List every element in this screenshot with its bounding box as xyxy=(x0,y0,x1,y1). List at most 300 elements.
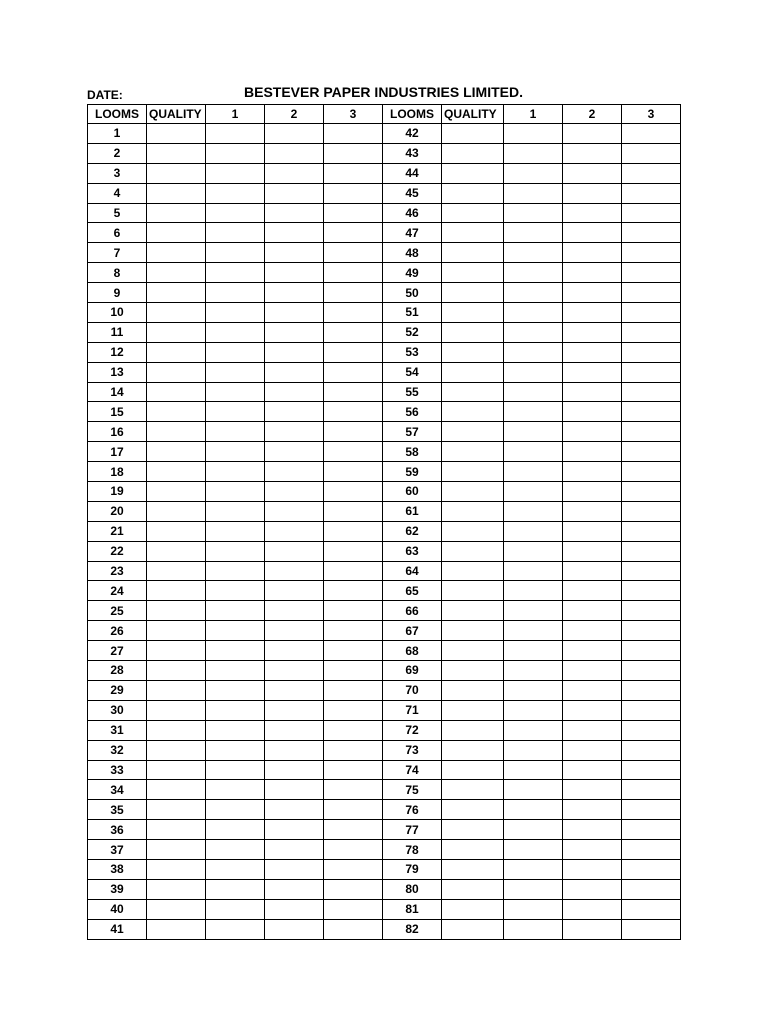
entry-cell-2[interactable] xyxy=(563,581,622,601)
entry-cell-3[interactable] xyxy=(324,661,383,681)
entry-cell-3[interactable] xyxy=(324,501,383,521)
entry-cell-2[interactable] xyxy=(265,700,324,720)
quality-cell[interactable] xyxy=(442,800,504,820)
quality-cell[interactable] xyxy=(442,283,504,303)
entry-cell-2[interactable] xyxy=(265,183,324,203)
quality-cell[interactable] xyxy=(147,382,206,402)
entry-cell-3[interactable] xyxy=(324,919,383,939)
entry-cell-3[interactable] xyxy=(622,263,681,283)
quality-cell[interactable] xyxy=(442,720,504,740)
entry-cell-2[interactable] xyxy=(563,760,622,780)
entry-cell-1[interactable] xyxy=(206,521,265,541)
entry-cell-3[interactable] xyxy=(324,800,383,820)
entry-cell-1[interactable] xyxy=(206,899,265,919)
entry-cell-2[interactable] xyxy=(563,482,622,502)
entry-cell-2[interactable] xyxy=(265,382,324,402)
entry-cell-3[interactable] xyxy=(622,442,681,462)
entry-cell-2[interactable] xyxy=(563,879,622,899)
entry-cell-2[interactable] xyxy=(563,124,622,144)
entry-cell-3[interactable] xyxy=(622,303,681,323)
entry-cell-2[interactable] xyxy=(563,621,622,641)
entry-cell-3[interactable] xyxy=(622,879,681,899)
entry-cell-1[interactable] xyxy=(504,899,563,919)
entry-cell-1[interactable] xyxy=(206,362,265,382)
entry-cell-3[interactable] xyxy=(622,919,681,939)
entry-cell-1[interactable] xyxy=(504,342,563,362)
entry-cell-1[interactable] xyxy=(206,322,265,342)
entry-cell-3[interactable] xyxy=(622,899,681,919)
entry-cell-2[interactable] xyxy=(563,342,622,362)
quality-cell[interactable] xyxy=(442,124,504,144)
quality-cell[interactable] xyxy=(147,243,206,263)
entry-cell-1[interactable] xyxy=(504,641,563,661)
entry-cell-2[interactable] xyxy=(563,462,622,482)
entry-cell-1[interactable] xyxy=(504,362,563,382)
entry-cell-2[interactable] xyxy=(563,720,622,740)
quality-cell[interactable] xyxy=(442,919,504,939)
entry-cell-3[interactable] xyxy=(324,322,383,342)
entry-cell-3[interactable] xyxy=(622,223,681,243)
quality-cell[interactable] xyxy=(442,601,504,621)
quality-cell[interactable] xyxy=(442,840,504,860)
entry-cell-1[interactable] xyxy=(504,521,563,541)
entry-cell-2[interactable] xyxy=(563,780,622,800)
entry-cell-1[interactable] xyxy=(504,581,563,601)
entry-cell-2[interactable] xyxy=(563,203,622,223)
entry-cell-3[interactable] xyxy=(324,303,383,323)
entry-cell-2[interactable] xyxy=(265,303,324,323)
entry-cell-1[interactable] xyxy=(206,700,265,720)
quality-cell[interactable] xyxy=(147,322,206,342)
entry-cell-3[interactable] xyxy=(324,859,383,879)
entry-cell-3[interactable] xyxy=(622,820,681,840)
entry-cell-1[interactable] xyxy=(206,859,265,879)
entry-cell-1[interactable] xyxy=(206,780,265,800)
quality-cell[interactable] xyxy=(147,203,206,223)
entry-cell-2[interactable] xyxy=(265,442,324,462)
entry-cell-1[interactable] xyxy=(504,322,563,342)
quality-cell[interactable] xyxy=(147,422,206,442)
quality-cell[interactable] xyxy=(147,879,206,899)
entry-cell-3[interactable] xyxy=(622,322,681,342)
quality-cell[interactable] xyxy=(147,342,206,362)
entry-cell-3[interactable] xyxy=(324,521,383,541)
quality-cell[interactable] xyxy=(442,322,504,342)
entry-cell-1[interactable] xyxy=(504,501,563,521)
entry-cell-1[interactable] xyxy=(504,541,563,561)
entry-cell-3[interactable] xyxy=(324,223,383,243)
quality-cell[interactable] xyxy=(147,462,206,482)
quality-cell[interactable] xyxy=(442,342,504,362)
entry-cell-1[interactable] xyxy=(206,501,265,521)
entry-cell-2[interactable] xyxy=(265,561,324,581)
entry-cell-2[interactable] xyxy=(563,243,622,263)
entry-cell-1[interactable] xyxy=(206,303,265,323)
entry-cell-1[interactable] xyxy=(206,760,265,780)
quality-cell[interactable] xyxy=(147,601,206,621)
entry-cell-1[interactable] xyxy=(206,402,265,422)
quality-cell[interactable] xyxy=(442,263,504,283)
entry-cell-1[interactable] xyxy=(206,541,265,561)
entry-cell-3[interactable] xyxy=(622,183,681,203)
entry-cell-1[interactable] xyxy=(206,820,265,840)
entry-cell-1[interactable] xyxy=(504,780,563,800)
quality-cell[interactable] xyxy=(442,482,504,502)
entry-cell-2[interactable] xyxy=(563,899,622,919)
entry-cell-2[interactable] xyxy=(563,820,622,840)
entry-cell-1[interactable] xyxy=(206,422,265,442)
quality-cell[interactable] xyxy=(147,183,206,203)
entry-cell-2[interactable] xyxy=(563,382,622,402)
entry-cell-3[interactable] xyxy=(622,680,681,700)
quality-cell[interactable] xyxy=(147,919,206,939)
entry-cell-1[interactable] xyxy=(206,263,265,283)
entry-cell-3[interactable] xyxy=(622,780,681,800)
quality-cell[interactable] xyxy=(442,740,504,760)
entry-cell-1[interactable] xyxy=(504,382,563,402)
entry-cell-2[interactable] xyxy=(265,899,324,919)
entry-cell-3[interactable] xyxy=(622,163,681,183)
quality-cell[interactable] xyxy=(442,362,504,382)
quality-cell[interactable] xyxy=(442,820,504,840)
entry-cell-1[interactable] xyxy=(206,740,265,760)
quality-cell[interactable] xyxy=(147,581,206,601)
quality-cell[interactable] xyxy=(442,621,504,641)
entry-cell-2[interactable] xyxy=(563,422,622,442)
entry-cell-3[interactable] xyxy=(324,879,383,899)
entry-cell-3[interactable] xyxy=(622,601,681,621)
entry-cell-1[interactable] xyxy=(206,462,265,482)
entry-cell-3[interactable] xyxy=(324,382,383,402)
entry-cell-2[interactable] xyxy=(265,342,324,362)
entry-cell-2[interactable] xyxy=(563,283,622,303)
entry-cell-2[interactable] xyxy=(563,183,622,203)
entry-cell-3[interactable] xyxy=(324,362,383,382)
entry-cell-1[interactable] xyxy=(504,840,563,860)
entry-cell-1[interactable] xyxy=(504,482,563,502)
entry-cell-1[interactable] xyxy=(504,661,563,681)
entry-cell-1[interactable] xyxy=(206,621,265,641)
entry-cell-3[interactable] xyxy=(622,561,681,581)
entry-cell-3[interactable] xyxy=(622,720,681,740)
entry-cell-2[interactable] xyxy=(563,541,622,561)
entry-cell-2[interactable] xyxy=(265,143,324,163)
entry-cell-3[interactable] xyxy=(622,243,681,263)
entry-cell-2[interactable] xyxy=(265,621,324,641)
entry-cell-1[interactable] xyxy=(504,462,563,482)
entry-cell-1[interactable] xyxy=(504,203,563,223)
entry-cell-2[interactable] xyxy=(563,163,622,183)
entry-cell-2[interactable] xyxy=(265,501,324,521)
entry-cell-1[interactable] xyxy=(206,661,265,681)
quality-cell[interactable] xyxy=(442,243,504,263)
entry-cell-3[interactable] xyxy=(622,462,681,482)
entry-cell-1[interactable] xyxy=(504,879,563,899)
entry-cell-2[interactable] xyxy=(563,661,622,681)
quality-cell[interactable] xyxy=(442,561,504,581)
entry-cell-3[interactable] xyxy=(622,840,681,860)
entry-cell-1[interactable] xyxy=(504,263,563,283)
entry-cell-1[interactable] xyxy=(206,680,265,700)
quality-cell[interactable] xyxy=(442,223,504,243)
entry-cell-2[interactable] xyxy=(265,163,324,183)
entry-cell-2[interactable] xyxy=(563,859,622,879)
quality-cell[interactable] xyxy=(147,561,206,581)
entry-cell-3[interactable] xyxy=(622,541,681,561)
quality-cell[interactable] xyxy=(147,283,206,303)
entry-cell-3[interactable] xyxy=(324,581,383,601)
quality-cell[interactable] xyxy=(442,760,504,780)
entry-cell-3[interactable] xyxy=(622,760,681,780)
entry-cell-2[interactable] xyxy=(265,203,324,223)
entry-cell-1[interactable] xyxy=(206,561,265,581)
entry-cell-2[interactable] xyxy=(265,720,324,740)
entry-cell-3[interactable] xyxy=(324,263,383,283)
entry-cell-3[interactable] xyxy=(324,402,383,422)
entry-cell-3[interactable] xyxy=(324,680,383,700)
quality-cell[interactable] xyxy=(442,661,504,681)
entry-cell-3[interactable] xyxy=(324,163,383,183)
quality-cell[interactable] xyxy=(442,541,504,561)
entry-cell-3[interactable] xyxy=(622,740,681,760)
entry-cell-1[interactable] xyxy=(504,303,563,323)
entry-cell-3[interactable] xyxy=(324,124,383,144)
quality-cell[interactable] xyxy=(442,422,504,442)
entry-cell-3[interactable] xyxy=(622,482,681,502)
entry-cell-1[interactable] xyxy=(206,919,265,939)
quality-cell[interactable] xyxy=(442,462,504,482)
entry-cell-3[interactable] xyxy=(324,422,383,442)
quality-cell[interactable] xyxy=(442,303,504,323)
quality-cell[interactable] xyxy=(147,521,206,541)
quality-cell[interactable] xyxy=(442,501,504,521)
entry-cell-3[interactable] xyxy=(324,621,383,641)
entry-cell-2[interactable] xyxy=(563,402,622,422)
entry-cell-2[interactable] xyxy=(265,243,324,263)
quality-cell[interactable] xyxy=(147,760,206,780)
entry-cell-1[interactable] xyxy=(504,919,563,939)
entry-cell-2[interactable] xyxy=(265,581,324,601)
entry-cell-3[interactable] xyxy=(324,899,383,919)
entry-cell-3[interactable] xyxy=(324,203,383,223)
entry-cell-1[interactable] xyxy=(504,859,563,879)
entry-cell-3[interactable] xyxy=(324,840,383,860)
quality-cell[interactable] xyxy=(442,899,504,919)
entry-cell-3[interactable] xyxy=(622,203,681,223)
entry-cell-3[interactable] xyxy=(324,601,383,621)
entry-cell-1[interactable] xyxy=(206,879,265,899)
quality-cell[interactable] xyxy=(147,840,206,860)
entry-cell-2[interactable] xyxy=(265,402,324,422)
entry-cell-2[interactable] xyxy=(563,840,622,860)
entry-cell-3[interactable] xyxy=(324,780,383,800)
quality-cell[interactable] xyxy=(147,362,206,382)
entry-cell-3[interactable] xyxy=(622,859,681,879)
entry-cell-3[interactable] xyxy=(324,720,383,740)
entry-cell-2[interactable] xyxy=(563,680,622,700)
entry-cell-1[interactable] xyxy=(206,203,265,223)
quality-cell[interactable] xyxy=(442,521,504,541)
quality-cell[interactable] xyxy=(442,700,504,720)
entry-cell-2[interactable] xyxy=(563,700,622,720)
quality-cell[interactable] xyxy=(442,680,504,700)
entry-cell-1[interactable] xyxy=(206,183,265,203)
entry-cell-2[interactable] xyxy=(563,800,622,820)
entry-cell-3[interactable] xyxy=(324,143,383,163)
quality-cell[interactable] xyxy=(147,700,206,720)
entry-cell-1[interactable] xyxy=(206,124,265,144)
entry-cell-1[interactable] xyxy=(206,601,265,621)
entry-cell-2[interactable] xyxy=(265,263,324,283)
entry-cell-1[interactable] xyxy=(504,820,563,840)
entry-cell-3[interactable] xyxy=(324,820,383,840)
quality-cell[interactable] xyxy=(442,780,504,800)
entry-cell-2[interactable] xyxy=(563,641,622,661)
entry-cell-1[interactable] xyxy=(206,143,265,163)
quality-cell[interactable] xyxy=(147,800,206,820)
entry-cell-3[interactable] xyxy=(324,700,383,720)
entry-cell-1[interactable] xyxy=(206,581,265,601)
entry-cell-1[interactable] xyxy=(206,382,265,402)
entry-cell-2[interactable] xyxy=(265,124,324,144)
entry-cell-1[interactable] xyxy=(206,442,265,462)
entry-cell-3[interactable] xyxy=(324,760,383,780)
entry-cell-1[interactable] xyxy=(206,641,265,661)
entry-cell-1[interactable] xyxy=(504,720,563,740)
entry-cell-2[interactable] xyxy=(265,362,324,382)
entry-cell-3[interactable] xyxy=(622,124,681,144)
entry-cell-2[interactable] xyxy=(563,919,622,939)
entry-cell-1[interactable] xyxy=(504,442,563,462)
entry-cell-3[interactable] xyxy=(622,641,681,661)
entry-cell-3[interactable] xyxy=(324,183,383,203)
entry-cell-3[interactable] xyxy=(622,700,681,720)
entry-cell-2[interactable] xyxy=(265,482,324,502)
entry-cell-3[interactable] xyxy=(324,740,383,760)
quality-cell[interactable] xyxy=(147,780,206,800)
entry-cell-1[interactable] xyxy=(504,601,563,621)
quality-cell[interactable] xyxy=(147,641,206,661)
entry-cell-2[interactable] xyxy=(563,501,622,521)
quality-cell[interactable] xyxy=(147,223,206,243)
quality-cell[interactable] xyxy=(147,303,206,323)
entry-cell-2[interactable] xyxy=(265,879,324,899)
entry-cell-2[interactable] xyxy=(563,561,622,581)
entry-cell-2[interactable] xyxy=(265,840,324,860)
entry-cell-2[interactable] xyxy=(563,143,622,163)
entry-cell-1[interactable] xyxy=(504,243,563,263)
quality-cell[interactable] xyxy=(147,163,206,183)
entry-cell-2[interactable] xyxy=(265,223,324,243)
entry-cell-1[interactable] xyxy=(504,124,563,144)
entry-cell-3[interactable] xyxy=(622,800,681,820)
quality-cell[interactable] xyxy=(442,859,504,879)
quality-cell[interactable] xyxy=(147,680,206,700)
entry-cell-2[interactable] xyxy=(265,422,324,442)
entry-cell-3[interactable] xyxy=(622,501,681,521)
quality-cell[interactable] xyxy=(147,541,206,561)
entry-cell-3[interactable] xyxy=(622,661,681,681)
entry-cell-3[interactable] xyxy=(622,621,681,641)
entry-cell-2[interactable] xyxy=(265,680,324,700)
entry-cell-2[interactable] xyxy=(265,283,324,303)
quality-cell[interactable] xyxy=(147,501,206,521)
entry-cell-2[interactable] xyxy=(265,820,324,840)
quality-cell[interactable] xyxy=(442,442,504,462)
quality-cell[interactable] xyxy=(147,859,206,879)
entry-cell-2[interactable] xyxy=(265,859,324,879)
entry-cell-1[interactable] xyxy=(206,482,265,502)
entry-cell-1[interactable] xyxy=(206,283,265,303)
entry-cell-2[interactable] xyxy=(265,521,324,541)
entry-cell-1[interactable] xyxy=(504,163,563,183)
entry-cell-3[interactable] xyxy=(324,243,383,263)
entry-cell-3[interactable] xyxy=(622,362,681,382)
entry-cell-3[interactable] xyxy=(324,462,383,482)
entry-cell-3[interactable] xyxy=(622,283,681,303)
quality-cell[interactable] xyxy=(442,382,504,402)
entry-cell-3[interactable] xyxy=(324,442,383,462)
entry-cell-2[interactable] xyxy=(265,740,324,760)
entry-cell-1[interactable] xyxy=(206,800,265,820)
entry-cell-3[interactable] xyxy=(324,541,383,561)
entry-cell-2[interactable] xyxy=(563,223,622,243)
entry-cell-1[interactable] xyxy=(504,740,563,760)
entry-cell-2[interactable] xyxy=(265,661,324,681)
entry-cell-2[interactable] xyxy=(563,303,622,323)
quality-cell[interactable] xyxy=(442,163,504,183)
entry-cell-2[interactable] xyxy=(563,740,622,760)
entry-cell-1[interactable] xyxy=(504,561,563,581)
entry-cell-2[interactable] xyxy=(265,800,324,820)
quality-cell[interactable] xyxy=(442,581,504,601)
entry-cell-2[interactable] xyxy=(563,322,622,342)
quality-cell[interactable] xyxy=(147,820,206,840)
entry-cell-1[interactable] xyxy=(206,720,265,740)
entry-cell-2[interactable] xyxy=(563,362,622,382)
entry-cell-2[interactable] xyxy=(265,919,324,939)
quality-cell[interactable] xyxy=(147,661,206,681)
entry-cell-2[interactable] xyxy=(265,462,324,482)
entry-cell-1[interactable] xyxy=(206,243,265,263)
entry-cell-3[interactable] xyxy=(324,561,383,581)
entry-cell-2[interactable] xyxy=(563,521,622,541)
entry-cell-3[interactable] xyxy=(324,283,383,303)
entry-cell-1[interactable] xyxy=(206,163,265,183)
entry-cell-2[interactable] xyxy=(563,442,622,462)
entry-cell-3[interactable] xyxy=(622,342,681,362)
entry-cell-3[interactable] xyxy=(324,641,383,661)
entry-cell-2[interactable] xyxy=(265,601,324,621)
entry-cell-2[interactable] xyxy=(563,601,622,621)
quality-cell[interactable] xyxy=(442,203,504,223)
quality-cell[interactable] xyxy=(147,143,206,163)
entry-cell-2[interactable] xyxy=(265,641,324,661)
entry-cell-1[interactable] xyxy=(504,700,563,720)
entry-cell-1[interactable] xyxy=(504,800,563,820)
entry-cell-1[interactable] xyxy=(206,342,265,362)
entry-cell-1[interactable] xyxy=(504,680,563,700)
quality-cell[interactable] xyxy=(442,183,504,203)
entry-cell-3[interactable] xyxy=(622,143,681,163)
entry-cell-1[interactable] xyxy=(504,143,563,163)
quality-cell[interactable] xyxy=(147,402,206,422)
entry-cell-1[interactable] xyxy=(206,223,265,243)
quality-cell[interactable] xyxy=(147,482,206,502)
entry-cell-2[interactable] xyxy=(265,322,324,342)
entry-cell-1[interactable] xyxy=(206,840,265,860)
entry-cell-3[interactable] xyxy=(622,402,681,422)
